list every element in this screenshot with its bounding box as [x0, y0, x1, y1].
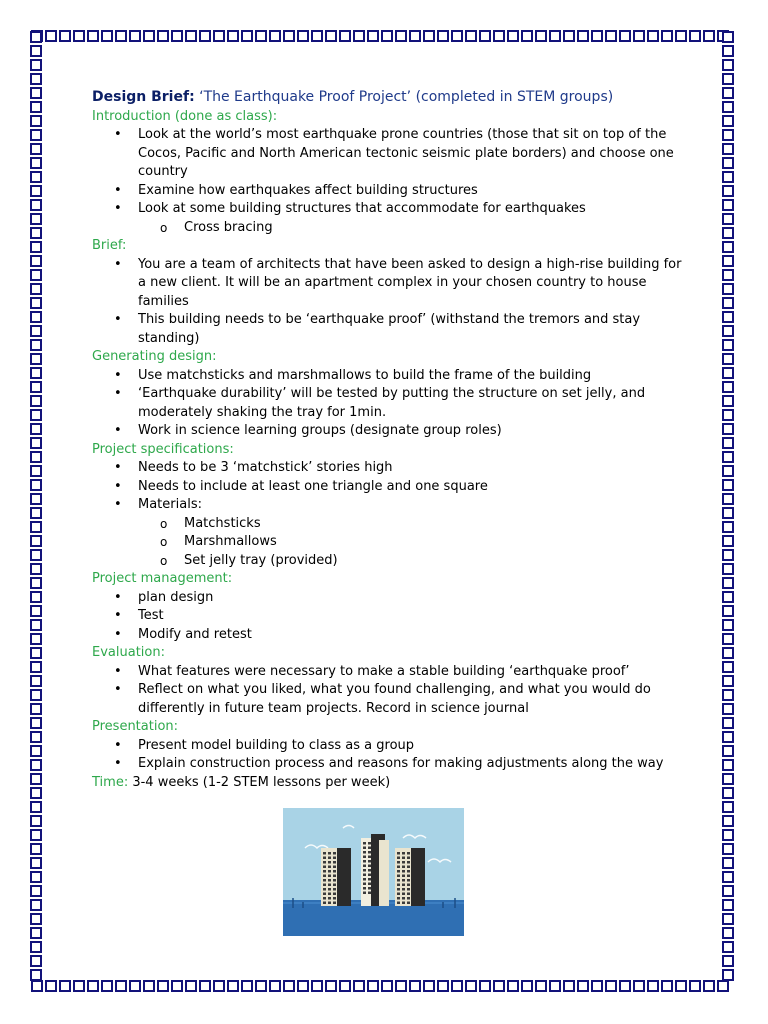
sub-list-item: o Marshmallows — [184, 533, 692, 552]
bullet-list — [92, 256, 692, 349]
border-row — [30, 980, 730, 996]
list-item — [138, 589, 692, 608]
bullet-list — [92, 589, 692, 645]
list-item-text: Materials: — [138, 497, 202, 512]
time-line — [92, 774, 692, 793]
section-heading: Evaluation: — [92, 645, 165, 660]
list-item-text: Work in science learning groups (designate group roles) — [138, 423, 502, 438]
list-item — [138, 256, 692, 312]
list-item — [138, 126, 692, 182]
list-item-text: Look at some building structures that accommodate for earthquakes — [138, 201, 586, 216]
list-item-text: Reflect on what you liked, what you found challenging, and what you would do differently in future team projects. Record in science journal — [138, 682, 651, 716]
list-item — [138, 737, 692, 756]
section-heading: Project management: — [92, 571, 233, 586]
list-item — [138, 459, 692, 478]
list-item-text: ‘Earthquake durability’ will be tested by putting the structure on set jelly, and moderately shaking the tray for 1min. — [138, 386, 646, 420]
time-label: Time: — [92, 774, 129, 790]
list-item — [138, 478, 692, 497]
bullet-list — [92, 126, 692, 237]
city-skyline-illustration — [283, 808, 464, 936]
list-item — [138, 626, 692, 645]
section-heading: Presentation: — [92, 719, 179, 734]
section-heading: Introduction (done as class): — [92, 108, 278, 124]
section-heading: Generating design: — [92, 349, 217, 364]
list-item-text: Needs to include at least one triangle and one square — [138, 478, 488, 494]
sub-list — [138, 219, 692, 238]
list-item-text: Look at the world’s most earthquake prone countries (those that sit on top of the Cocos, Pacific and North American tectonic seismic plate borders) and choose one country — [138, 127, 674, 179]
list-item — [138, 182, 692, 201]
bullet-list — [92, 663, 692, 719]
list-item-text: What features were necessary to make a stable building ‘earthquake proof’ — [138, 663, 630, 679]
section-heading: Project specifications: — [92, 441, 234, 457]
list-item — [138, 681, 692, 718]
list-item-text: plan design — [138, 589, 214, 605]
time-value: 3-4 weeks (1-2 STEM lessons per week) — [128, 774, 391, 790]
list-item — [138, 311, 692, 348]
list-item-text: Explain construction process and reasons for making adjustments along the way — [138, 756, 664, 771]
list-item-text: You are a team of architects that have been asked to design a high-rise building for a new client. It will be an apartment complex in your chosen country to house families — [138, 256, 682, 309]
border-column — [722, 30, 738, 982]
bullet-list — [92, 367, 692, 441]
list-item — [138, 385, 692, 422]
sections-container — [92, 108, 692, 774]
list-item — [138, 607, 692, 626]
list-item-text: Needs to be 3 ‘matchstick’ stories high — [138, 460, 393, 475]
list-item-text: Use matchsticks and marshmallows to build the frame of the building — [138, 367, 592, 383]
list-item — [138, 496, 692, 570]
sub-list — [138, 515, 692, 571]
bullet-list — [92, 459, 692, 570]
list-item — [138, 200, 692, 237]
title-label: Design Brief: — [92, 89, 195, 105]
sub-list-item: o Matchsticks — [184, 515, 692, 534]
list-item — [138, 367, 692, 386]
border-row — [30, 30, 730, 46]
section-heading: Brief: — [92, 238, 127, 253]
design-brief — [92, 88, 692, 792]
border-column — [30, 30, 46, 982]
sub-list-item: o Cross bracing — [184, 219, 692, 238]
list-item-text: Test — [138, 608, 164, 623]
list-item-text: Examine how earthquakes affect building structures — [138, 182, 478, 198]
bullet-list — [92, 737, 692, 774]
list-item-text: This building needs to be ‘earthquake proof’ (withstand the tremors and stay standing) — [138, 312, 641, 346]
document-title — [92, 88, 692, 107]
list-item — [138, 755, 692, 774]
list-item — [138, 663, 692, 682]
title-text: ‘The Earthquake Proof Project’ (completed in STEM groups) — [194, 89, 614, 105]
list-item — [138, 422, 692, 441]
list-item-text: Modify and retest — [138, 626, 252, 642]
sub-list-item: o Set jelly tray (provided) — [184, 552, 692, 571]
list-item-text: Present model building to class as a group — [138, 737, 415, 753]
